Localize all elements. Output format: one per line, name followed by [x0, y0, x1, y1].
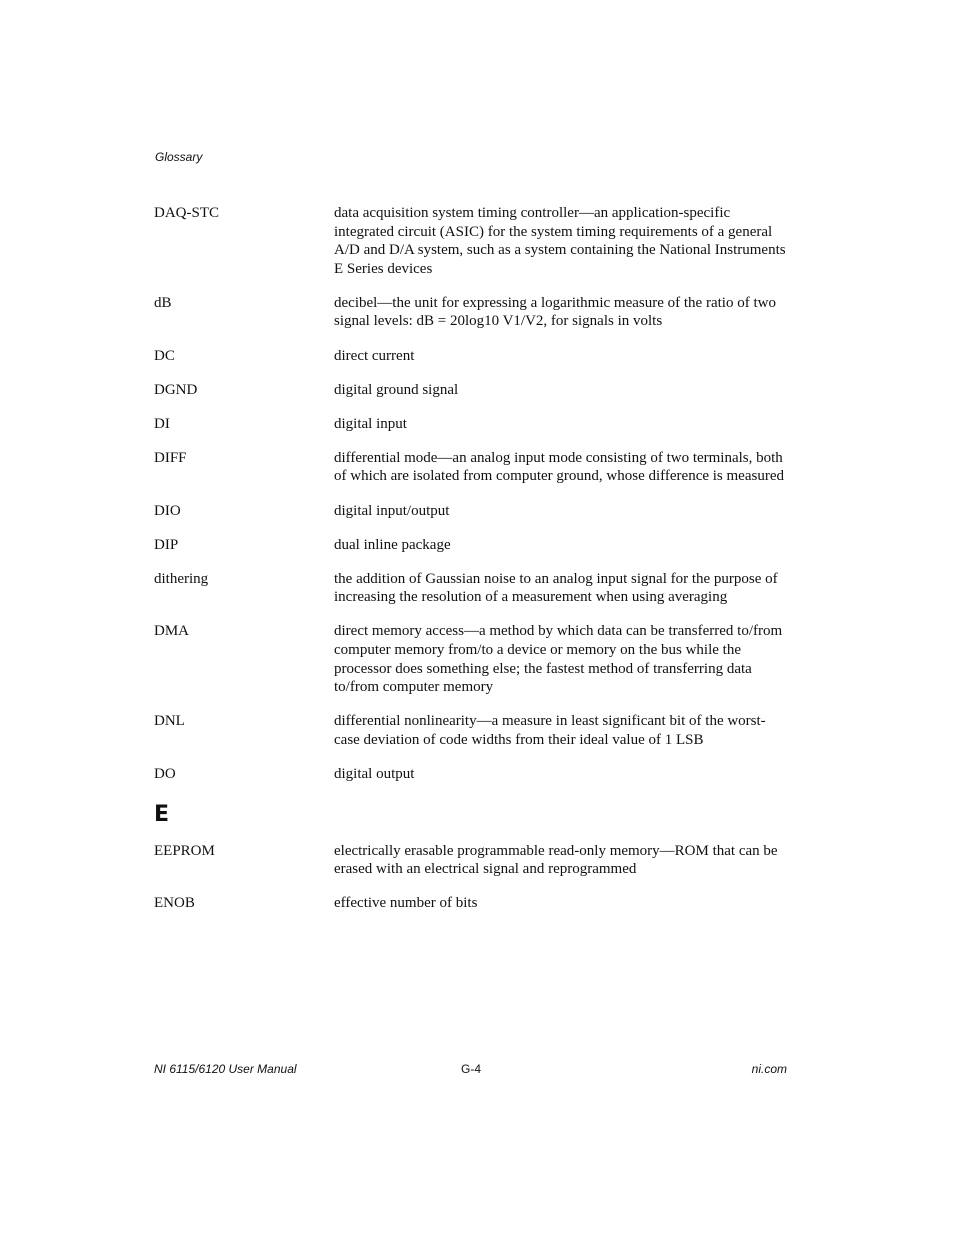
glossary-definition: direct memory access—a method by which data can be transferred to/from computer memory from/to a device or memory on the bus while the processor does something else; the fastest method of transferring data to/from computer memory [334, 623, 783, 696]
glossary-term: DI [154, 415, 170, 432]
glossary-definition: digital input/output [334, 502, 450, 519]
page-number: G-4 [461, 1062, 482, 1076]
glossary-definition: the addition of Gaussian noise to an analog input signal for the purpose of increasing the resolution of a measurement when using averaging [334, 570, 778, 606]
glossary-term: DIFF [154, 449, 187, 466]
glossary-term: DC [154, 347, 175, 364]
glossary-definition: digital input [334, 415, 407, 432]
glossary-term: DGND [154, 381, 198, 398]
glossary-entry [154, 347, 794, 366]
glossary-term: dithering [154, 570, 209, 587]
glossary-definition: direct current [334, 347, 415, 364]
glossary-entry [154, 842, 794, 879]
glossary-definition: data acquisition system timing controller—an application-specific integrated circuit (ASIC) for the system timing requirements of a general A/D and D/A system, such as a system containing the National Instruments E Series devices [334, 205, 786, 277]
glossary-term: dB [154, 294, 172, 311]
glossary-definition: differential mode—an analog input mode consisting of two terminals, both of which are isolated from computer ground, whose difference is measured [334, 449, 784, 485]
glossary-entry [154, 415, 794, 434]
glossary-entry [154, 449, 794, 486]
glossary-entry [154, 204, 794, 278]
glossary-entry [154, 570, 794, 607]
running-head: Glossary [155, 150, 203, 164]
glossary-entry [154, 712, 794, 749]
glossary-term: ENOB [154, 895, 195, 912]
glossary-entry [154, 536, 794, 555]
page-footer [154, 1062, 787, 1078]
glossary-term: DNL [154, 713, 185, 730]
glossary-entry [154, 622, 794, 696]
section-letter: E [154, 801, 170, 827]
footer-manual-title: NI 6115/6120 User Manual [154, 1062, 297, 1076]
glossary-entry [154, 765, 794, 784]
glossary-definition: differential nonlinearity—a measure in least significant bit of the worst-case deviation of code widths from their ideal value of 1 LSB [334, 713, 766, 748]
glossary-entry [154, 294, 794, 331]
glossary-term: DAQ-STC [154, 205, 220, 221]
glossary-term: DIP [154, 536, 179, 553]
footer-website: ni.com [751, 1062, 787, 1076]
glossary-definition: electrically erasable programmable read-only memory—ROM that can be erased with an electrical signal and reprogrammed [334, 842, 778, 878]
glossary-definition: decibel—the unit for expressing a logarithmic measure of the ratio of two signal levels: dB = 20log10 V1/V2, for signals in volts [334, 294, 776, 330]
glossary-entry [154, 894, 794, 913]
glossary-definition: effective number of bits [334, 895, 478, 912]
glossary-entry [154, 381, 794, 400]
glossary-definition: digital output [334, 765, 415, 782]
glossary-definition: digital ground signal [334, 381, 459, 398]
glossary-definition: dual inline package [334, 536, 451, 553]
glossary-term: DMA [154, 623, 190, 640]
glossary-term: DO [154, 765, 176, 782]
glossary-entries [154, 204, 794, 928]
glossary-term: DIO [154, 502, 181, 519]
glossary-term: EEPROM [154, 842, 215, 859]
glossary-entry [154, 502, 794, 521]
